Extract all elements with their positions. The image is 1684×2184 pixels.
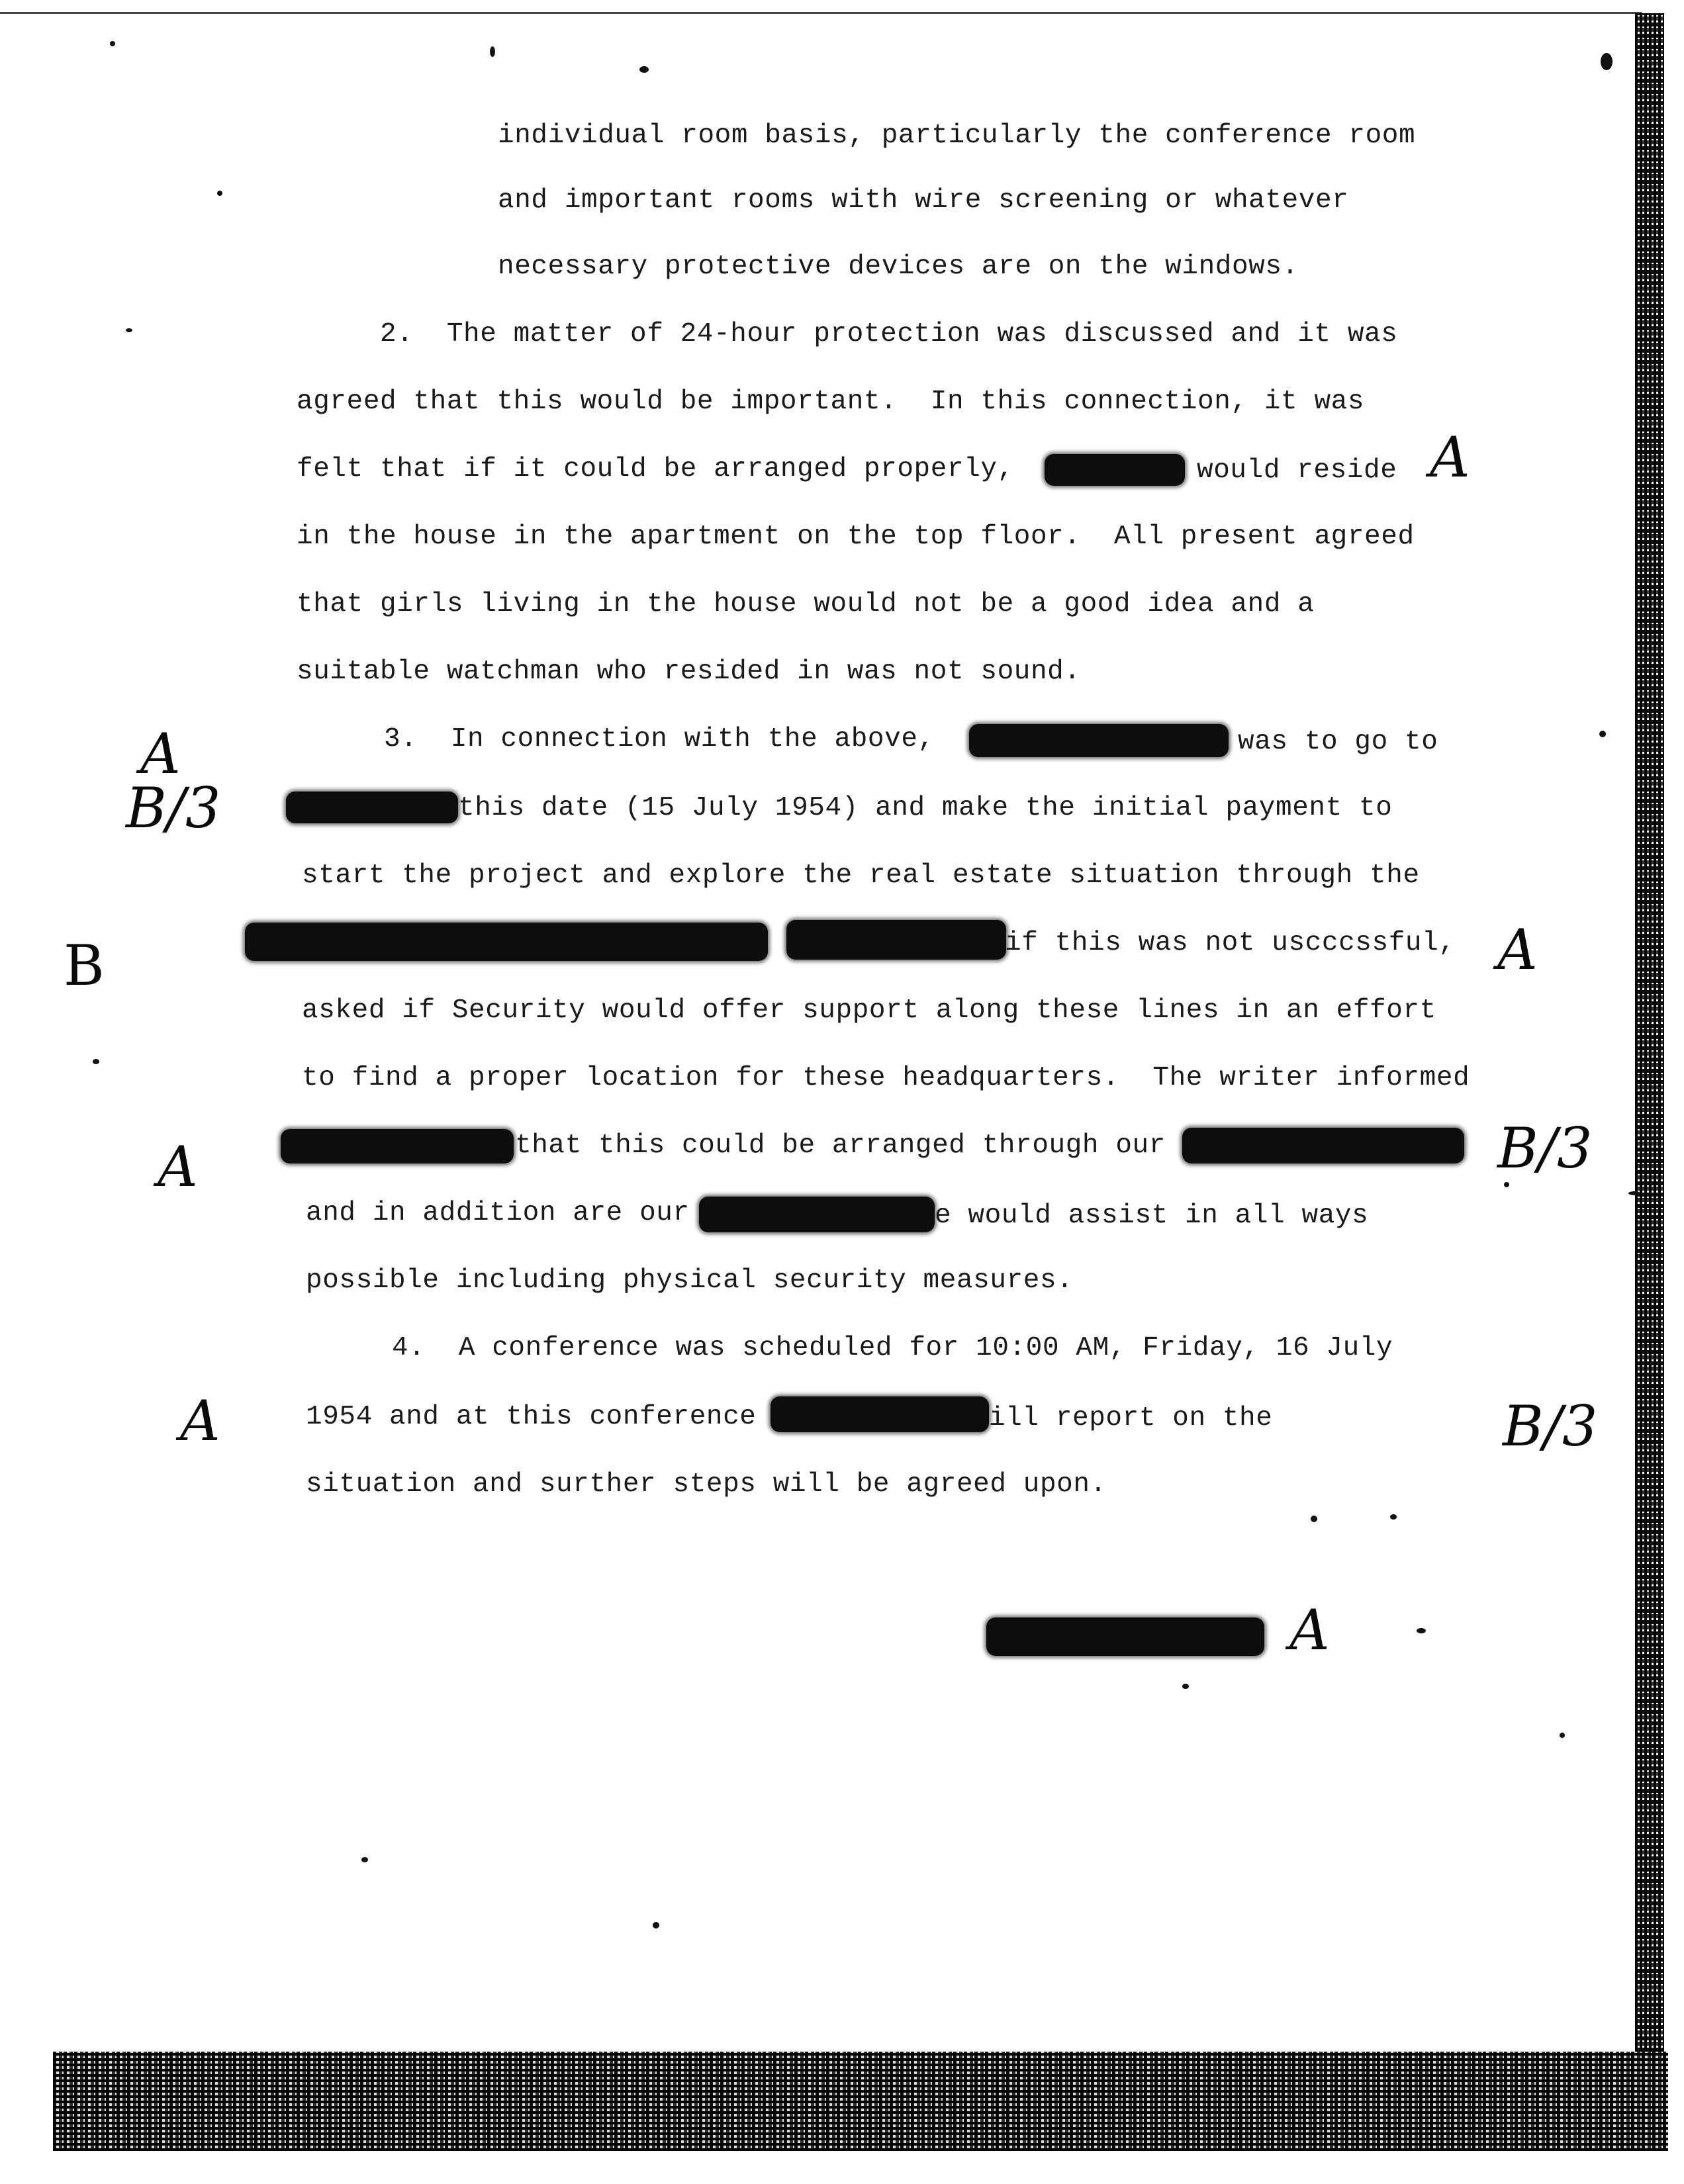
- text-line: was to go to: [1238, 727, 1438, 757]
- text-line: and in addition are our: [306, 1198, 690, 1228]
- text-line: asked if Security would offer support along these lines in an effort: [302, 995, 1436, 1026]
- scan-speck: [490, 46, 495, 57]
- scan-speck: [1599, 731, 1606, 737]
- handwritten-annotation: B/3: [126, 776, 221, 841]
- scan-speck: [639, 66, 649, 73]
- text-line: and important rooms with wire screening or whatever: [498, 185, 1349, 216]
- redaction-mark: [1045, 454, 1185, 486]
- scan-speck: [1390, 1514, 1397, 1520]
- text-line: that this could be arranged through our: [515, 1130, 1166, 1161]
- text-line: 2. The matter of 24-hour protection was discussed and it was: [380, 319, 1398, 349]
- scan-speck: [93, 1059, 99, 1064]
- handwritten-annotation: A: [140, 721, 181, 786]
- handwritten-annotation: B/3: [1503, 1394, 1598, 1459]
- text-line: that girls living in the house would not be a good idea and a: [297, 589, 1315, 619]
- text-line: individual room basis, particularly the conference room: [498, 120, 1416, 151]
- scan-edge-right: [1635, 13, 1664, 2052]
- redaction-mark: [969, 724, 1229, 757]
- signature-redaction: [986, 1617, 1264, 1656]
- scan-speck: [1182, 1684, 1189, 1689]
- redaction-mark: [281, 1129, 514, 1163]
- scan-speck: [1560, 1733, 1565, 1738]
- scan-speck: [217, 191, 222, 196]
- text-line: 1954 and at this conference: [306, 1402, 757, 1432]
- handwritten-annotation: A: [180, 1388, 220, 1453]
- text-line: in the house in the apartment on the top floor. All present agreed: [297, 522, 1415, 552]
- scan-speck: [1601, 53, 1613, 70]
- top-rule: [0, 12, 1642, 14]
- text-line: e would assist in all ways: [935, 1201, 1369, 1231]
- text-line: 3. In connection with the above,: [384, 724, 935, 754]
- redaction-mark: [786, 920, 1006, 960]
- scan-speck: [653, 1922, 659, 1929]
- redaction-mark: [1182, 1128, 1464, 1163]
- handwritten-annotation: B/3: [1497, 1116, 1593, 1181]
- handwritten-annotation: B: [64, 933, 105, 998]
- handwritten-annotation: A: [158, 1134, 198, 1199]
- text-line: situation and surther steps will be agreed upon.: [306, 1469, 1107, 1500]
- handwritten-annotation: A: [1497, 917, 1538, 982]
- handwritten-annotation: A: [1430, 425, 1470, 490]
- text-line: ill report on the: [989, 1403, 1273, 1433]
- text-line: to find a proper location for these headquarters. The writer informed: [302, 1063, 1470, 1093]
- text-line: possible including physical security measures.: [306, 1265, 1074, 1296]
- text-line: this date (15 July 1954) and make the initial payment to: [458, 793, 1393, 823]
- scan-speck: [1311, 1516, 1317, 1522]
- text-line: start the project and explore the real estate situation through the: [302, 860, 1420, 891]
- redaction-mark: [286, 792, 458, 823]
- scan-speck: [361, 1857, 368, 1862]
- redaction-mark: [245, 923, 768, 961]
- text-line: felt that if it could be arranged properly,: [297, 454, 1014, 484]
- scan-speck: [1504, 1182, 1509, 1187]
- text-line: 4. A conference was scheduled for 10:00 AM, Friday, 16 July: [392, 1333, 1393, 1363]
- text-line: agreed that this would be important. In this connection, it was: [297, 387, 1365, 417]
- scan-speck: [1628, 1191, 1640, 1195]
- text-line: necessary protective devices are on the windows.: [498, 251, 1299, 282]
- scan-speck: [1417, 1628, 1426, 1633]
- handwritten-annotation: A: [1289, 1598, 1330, 1662]
- text-line: suitable watchman who resided in was not sound.: [297, 657, 1081, 687]
- text-line: would reside: [1197, 455, 1397, 486]
- redaction-mark: [699, 1197, 935, 1232]
- scan-speck: [126, 328, 132, 332]
- redaction-mark: [771, 1396, 989, 1432]
- scan-speck: [110, 41, 115, 46]
- text-line: if this was not uscccssful,: [1005, 928, 1456, 958]
- scan-edge-bottom: [53, 2052, 1668, 2151]
